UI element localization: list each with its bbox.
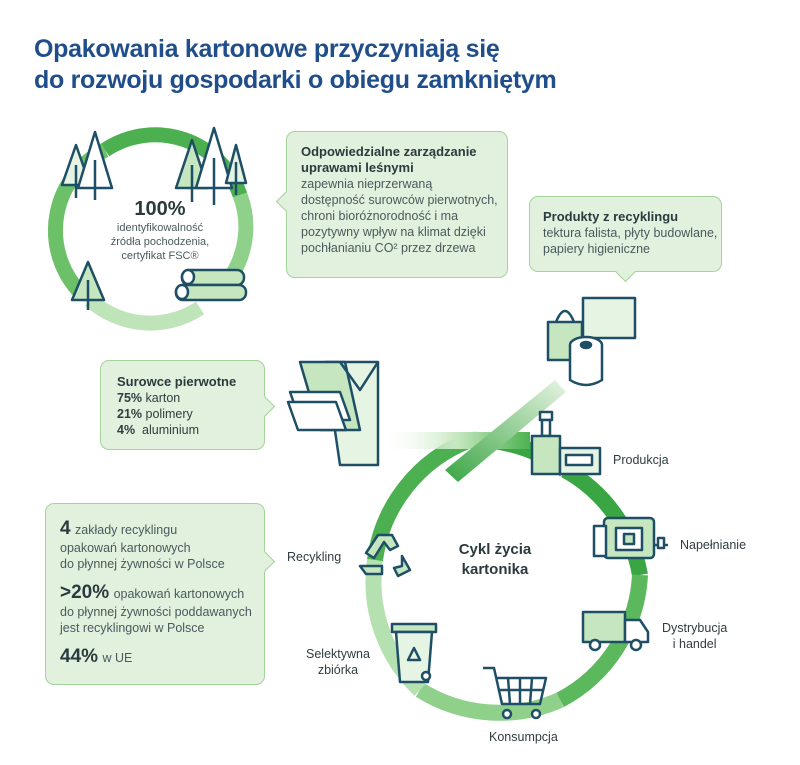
filling-machine-icon	[594, 518, 668, 558]
fsc-text-line: identyfikowalność	[116, 222, 204, 234]
logs-icon	[176, 270, 246, 300]
stat-value: 44%	[60, 646, 99, 667]
recycled-text-line: papiery higieniczne	[543, 242, 651, 256]
stat-text-line: do płynnej żywności w Polsce	[60, 557, 225, 571]
materials-heading: Surowce pierwotne	[117, 374, 237, 389]
stage-label-line: Selektywna	[306, 647, 370, 661]
material-item	[117, 422, 262, 438]
forestry-heading-line: uprawami leśnymi	[301, 160, 414, 175]
stage-label-line: i handel	[672, 637, 717, 651]
material-value: 75%	[117, 391, 143, 405]
material-label: karton	[145, 391, 181, 405]
recycling-stats-box	[45, 503, 265, 685]
forestry-text-line: pochłanianiu CO² przez drzewa	[301, 241, 476, 255]
stat-text-line: opakowań kartonowych	[60, 541, 191, 555]
stage-label-napelnianie: Napełnianie	[680, 538, 747, 552]
recycled-products-box	[529, 196, 722, 272]
forest-circle-text	[100, 198, 220, 263]
carton-layers-icon	[288, 362, 378, 465]
forestry-text-line: pozytywny wpływ na klimat dzięki	[301, 225, 486, 239]
recycled-products-icon	[548, 298, 635, 385]
material-label: polimery	[145, 407, 193, 421]
lifecycle-center-label	[440, 540, 550, 580]
stage-label-line: zbiórka	[317, 663, 359, 677]
recycle-icon	[360, 535, 410, 576]
materials-box	[100, 360, 265, 450]
material-value: 21%	[117, 407, 143, 421]
forestry-text-line: dostępność surowców pierwotnych,	[301, 193, 498, 207]
stat-value: >20%	[60, 582, 110, 603]
stat-text-line: w UE	[102, 651, 133, 665]
forestry-text-line: chroni bioróżnorodność i ma	[301, 209, 459, 223]
stage-label-dystrybucja	[662, 620, 727, 652]
lifecycle-center-line: Cykl życia	[458, 541, 532, 558]
stat-block	[60, 582, 260, 636]
recycle-bin-icon	[392, 624, 436, 682]
title-line-1: Opakowania kartonowe przyczyniają się	[34, 35, 500, 63]
stat-text-line: opakowań kartonowych	[113, 587, 245, 601]
fsc-text-line: certyfikat FSC®	[121, 250, 199, 262]
stat-text-line: zakłady recyklingu	[75, 523, 178, 537]
stage-label-recykling: Recykling	[287, 550, 342, 564]
stat-text-line: do płynnej żywności poddawanych	[60, 605, 252, 619]
stat-value: 4	[60, 518, 71, 539]
stage-label-produkcja: Produkcja	[613, 453, 669, 467]
forestry-box	[286, 131, 508, 278]
stat-text-line: jest recyklingowi w Polsce	[60, 621, 205, 635]
material-item	[117, 406, 262, 422]
material-value: 4%	[117, 423, 136, 437]
forestry-heading-line: Odpowiedzialne zarządzanie	[301, 144, 477, 159]
recycled-text-line: tektura falista, płyty budowlane,	[543, 226, 718, 240]
material-item	[117, 390, 262, 406]
stage-label-line: Dystrybucja	[662, 621, 728, 635]
factory-icon	[532, 412, 600, 474]
forestry-text-line: zapewnia nieprzerwaną	[301, 177, 433, 191]
lifecycle-center-line: kartonika	[461, 561, 529, 578]
recycled-heading: Produkty z recyklingu	[543, 209, 679, 224]
fsc-text-line: źródła pochodzenia,	[110, 236, 210, 248]
material-label: aluminium	[142, 423, 199, 437]
title-line-2: do rozwoju gospodarki o obiegu zamkniętym	[34, 66, 557, 94]
fsc-value: 100%	[134, 198, 186, 220]
stat-block	[60, 518, 260, 572]
stage-label-konsumpcja: Konsumpcja	[489, 730, 558, 744]
stage-label-zbiorka	[306, 646, 370, 678]
stat-block	[60, 646, 260, 668]
